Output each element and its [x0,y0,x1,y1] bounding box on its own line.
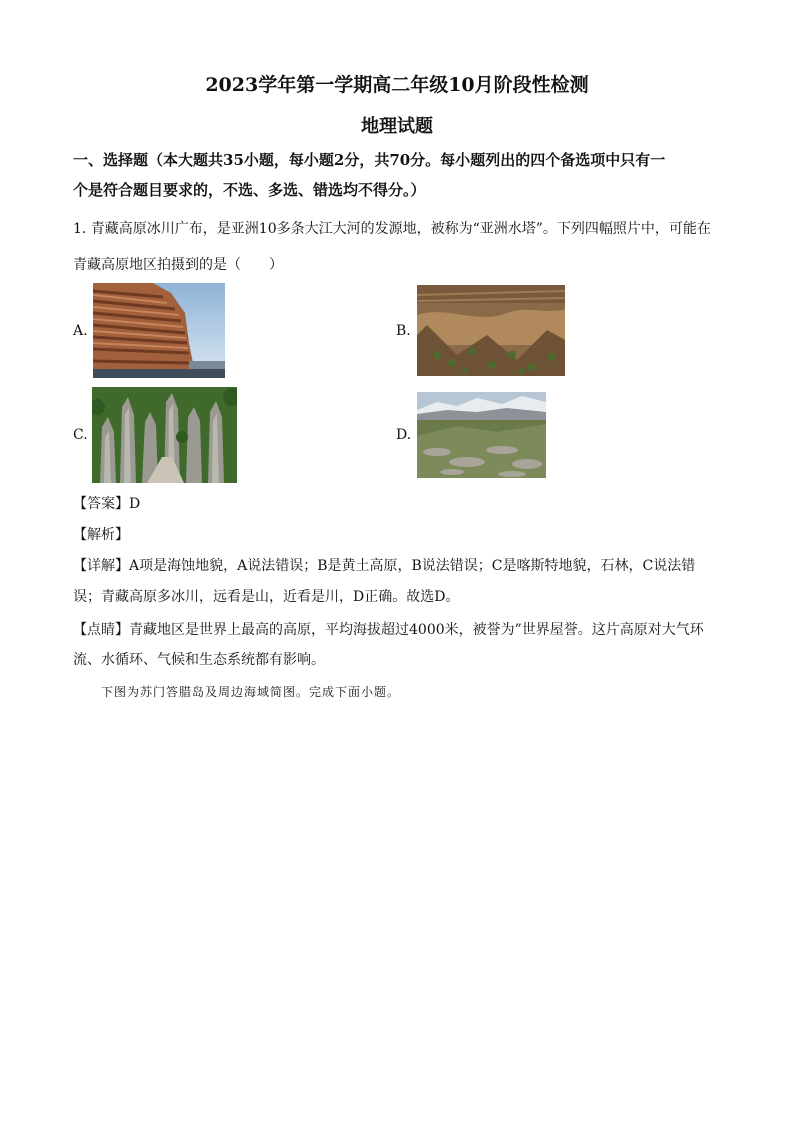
detail-line1 [73,556,725,576]
answer-value: D [129,496,141,512]
option-b-label: B. [396,323,411,339]
exam-subtitle: 地理试题 [361,116,433,137]
option-b-loess-plateau-image [417,285,565,376]
comment-tag: 【点睛】 [73,622,129,638]
detail-tag: 【详解】 [73,558,129,574]
option-d-highland-valley-image [417,392,546,478]
comment-text-line1: 青藏地区是世界上最高的高原，平均海拔超过4000米，被誉为”世界屋誉。这片高原对大气环 [129,622,704,638]
question-1-stem-line2: 青藏高原地区拍摄到的是（ ） [73,257,283,273]
analysis-tag: 【解析】 [73,527,129,543]
option-c-stone-forest-image [92,387,237,483]
next-question-intro: 下图为苏门答腊岛及周边海域简图。完成下面小题。 [101,685,401,699]
option-a-label: A. [73,323,88,339]
option-c-label: C. [73,427,88,443]
exam-title: 2023学年第一学期高二年级10月阶段性检测 [205,74,589,96]
comment-text-line2: 流、水循环、气候和生态系统都有影响。 [73,652,325,668]
comment-line1 [73,620,725,640]
question-1-stem-line1: 1. 青藏高原冰川广布，是亚洲10多条大江大河的发源地，被称为“亚洲水塔”。下列四幅照片中，可能在 [73,221,711,237]
answer-line [73,494,725,514]
detail-text-line1: A项是海蚀地貌，A说法错误；B是黄土高原，B说法错误；C是喀斯特地貌，石林，C说法错 [129,558,696,574]
section-instructions-line2: 个是符合题目要求的，不选、多选、错选均不得分。） [73,181,426,199]
answer-tag: 【答案】 [73,496,129,512]
option-a-coastal-cliff-image [93,283,225,378]
section-instructions-line1: 一、选择题（本大题共35小题，每小题2分，共70分。每小题列出的四个备选项中只有一 [73,151,666,169]
option-d-label: D. [396,427,412,443]
detail-text-line2: 误；青藏高原多冰川，远看是山，近看是川，D正确。故选D。 [73,589,460,605]
